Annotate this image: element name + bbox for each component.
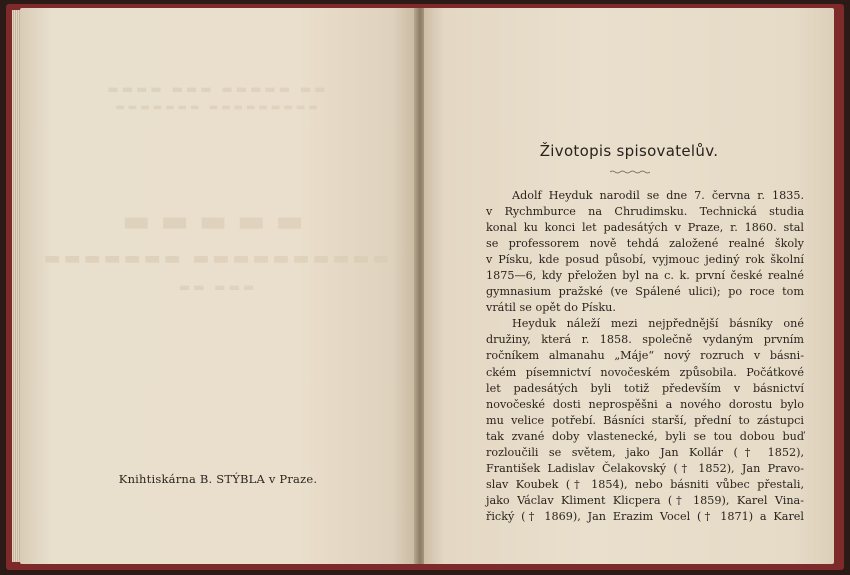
right-page — [424, 8, 834, 564]
show-through-text: ▬▬▬▬ ▬▬▬ ▬▬▬▬▬ ▬▬ — [107, 82, 329, 96]
text-line: se professorem nově tehdá založené realné školy — [486, 237, 804, 251]
body-text — [486, 188, 804, 525]
text-line: tak zvané doby vlastenecké, byli se tou dobou buď — [486, 429, 804, 443]
show-through-text: ▬▬▬▬▬▬▬ ▬▬▬▬▬▬▬▬▬▬ — [43, 248, 393, 269]
text-line: konal ku konci let padesátých v Praze, r. 1860. stal — [486, 221, 804, 235]
text-line: mu velice potřebí. Básníci starší, přední to zástupci — [486, 413, 804, 427]
text-line: řický († 1869), Jan Erazim Vocel († 1871) a Karel — [486, 509, 804, 523]
show-through-text: ▬▬▬▬▬ — [122, 204, 314, 239]
text-line: rozloučili se světem, jako Jan Kollár († 1852), — [486, 445, 804, 459]
text-line: slav Koubek († 1854), nebo básniti vůbec přestali, — [486, 477, 804, 491]
chapter-title: Životopis spisovatelův. — [539, 142, 719, 160]
text-line: let padesátých byli totiž především v básnictví — [486, 381, 804, 395]
text-line: Adolf Heyduk narodil se dne 7. června r. 1835. — [512, 189, 804, 202]
text-line: vrátil se opět do Písku. — [486, 301, 616, 315]
text-line: družiny, která r. 1858. společně vydaným prvním — [486, 333, 804, 347]
printer-imprint: Knihtiskárna B. STÝBLA v Praze. — [118, 472, 318, 486]
wavy-ornament — [610, 170, 650, 174]
text-line: František Ladislav Čelakovský († 1852), Jan Pravo- — [486, 461, 804, 475]
show-through-text: ▬▬ ▬▬▬ — [178, 280, 258, 294]
text-line: Heyduk náleží mezi nejpřednější básníky oné — [512, 317, 804, 331]
text-line: ročníkem almanahu „Máje“ nový rozruch v básni- — [486, 349, 804, 363]
text-line: gymnasium pražské (ve Spálené ulici); po roce tom — [486, 285, 804, 299]
text-line: 1875—6, kdy přeložen byl na c. k. první české realné — [486, 269, 804, 283]
text-line: ckém písemnictví novočeském způsobila. Počátkové — [486, 365, 804, 379]
text-line: v Rychmburce na Chrudimsku. Technická studia — [486, 205, 804, 219]
text-line: jako Václav Kliment Klicpera († 1859), Karel Vina- — [486, 493, 804, 507]
left-page — [20, 8, 416, 564]
text-line: v Písku, kde posud působí, vyjmouc jediný rok školní — [486, 253, 804, 267]
show-through-text: ▬▬▬▬▬▬▬ ▬▬▬▬▬▬▬▬▬ — [115, 102, 321, 113]
text-line: novočeské dosti neprospěšni a nového dorostu bylo — [486, 397, 804, 411]
